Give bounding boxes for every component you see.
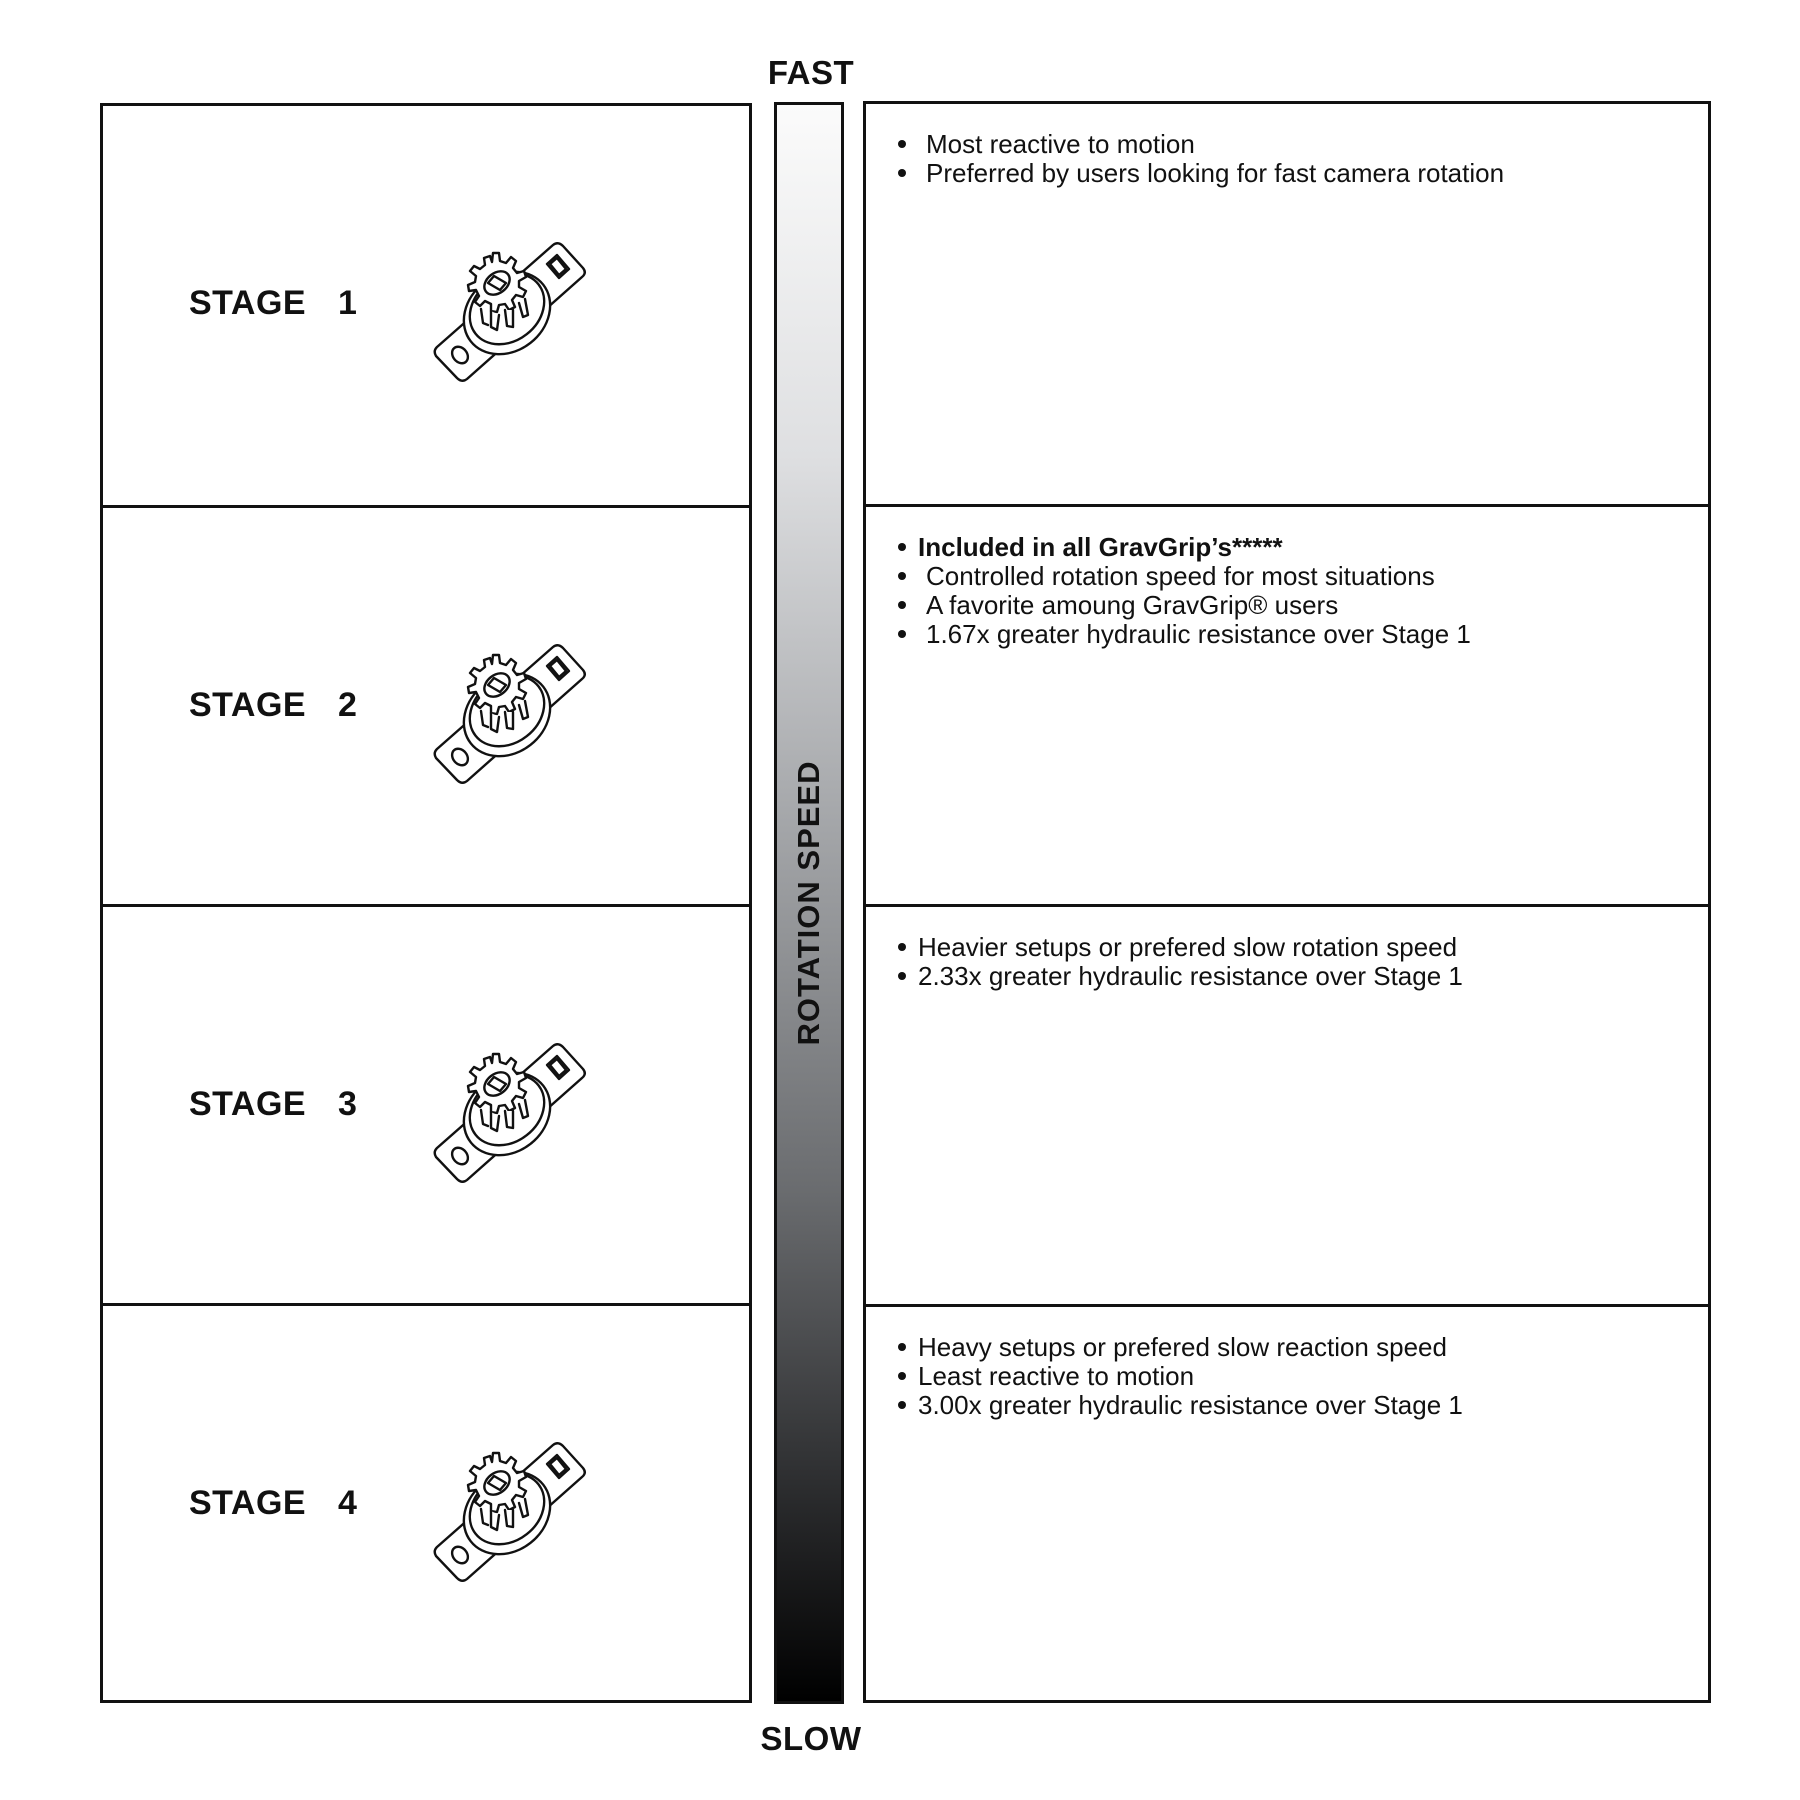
- list-item: Preferred by users looking for fast camera rotation: [898, 159, 1708, 188]
- rotary-damper-gear-icon: [433, 633, 589, 789]
- stage-cell-3: [103, 904, 749, 1303]
- list-item: Heavier setups or prefered slow rotation speed: [898, 933, 1708, 962]
- list-item: A favorite amoung GravGrip® users: [898, 591, 1708, 620]
- bullet-dot: [898, 1401, 906, 1409]
- rotary-damper-gear-icon: [433, 231, 589, 387]
- rotation-speed-label: ROTATION SPEED: [791, 760, 826, 1046]
- rotary-damper-gear-icon: [433, 1431, 589, 1587]
- list-item: 3.00x greater hydraulic resistance over Stage 1: [898, 1391, 1708, 1420]
- stage-column: [100, 103, 752, 1703]
- bullet-dot: [898, 1372, 906, 1380]
- list-item: Least reactive to motion: [898, 1362, 1708, 1391]
- bullet-dot: [898, 1343, 906, 1351]
- stage-cell-2: [103, 505, 749, 904]
- list-item: 2.33x greater hydraulic resistance over Stage 1: [898, 962, 1708, 991]
- stage-1-label: STAGE 1: [189, 284, 358, 322]
- bullet-dot: [898, 543, 906, 551]
- stage-cell-1: [103, 106, 749, 505]
- slow-label: SLOW: [760, 1720, 862, 1757]
- bullet-dot: [898, 140, 906, 148]
- stage-2-description: [866, 504, 1708, 904]
- list-item: Heavy setups or prefered slow reaction speed: [898, 1333, 1708, 1362]
- list-item: Controlled rotation speed for most situations: [898, 562, 1708, 591]
- stage-4-description: [866, 1304, 1708, 1704]
- rotary-damper-gear-icon: [433, 1032, 589, 1188]
- bullet-dot: [898, 943, 906, 951]
- stage-1-description: [866, 104, 1708, 504]
- bullet-dot: [898, 972, 906, 980]
- description-column: [863, 101, 1711, 1703]
- stage-2-label: STAGE 2: [189, 686, 358, 724]
- list-item: 1.67x greater hydraulic resistance over Stage 1: [898, 620, 1708, 649]
- bullet-dot: [898, 630, 906, 638]
- highlight-item: Included in all GravGrip’s*****: [898, 533, 1708, 562]
- stage-cell-4: [103, 1303, 749, 1702]
- stage-3-description: [866, 904, 1708, 1304]
- bullet-dot: [898, 169, 906, 177]
- list-item: Most reactive to motion: [898, 130, 1708, 159]
- fast-label: FAST: [767, 54, 855, 91]
- bullet-dot: [898, 572, 906, 580]
- stage-4-label: STAGE 4: [189, 1484, 358, 1522]
- bullet-dot: [898, 601, 906, 609]
- stage-3-label: STAGE 3: [189, 1085, 358, 1123]
